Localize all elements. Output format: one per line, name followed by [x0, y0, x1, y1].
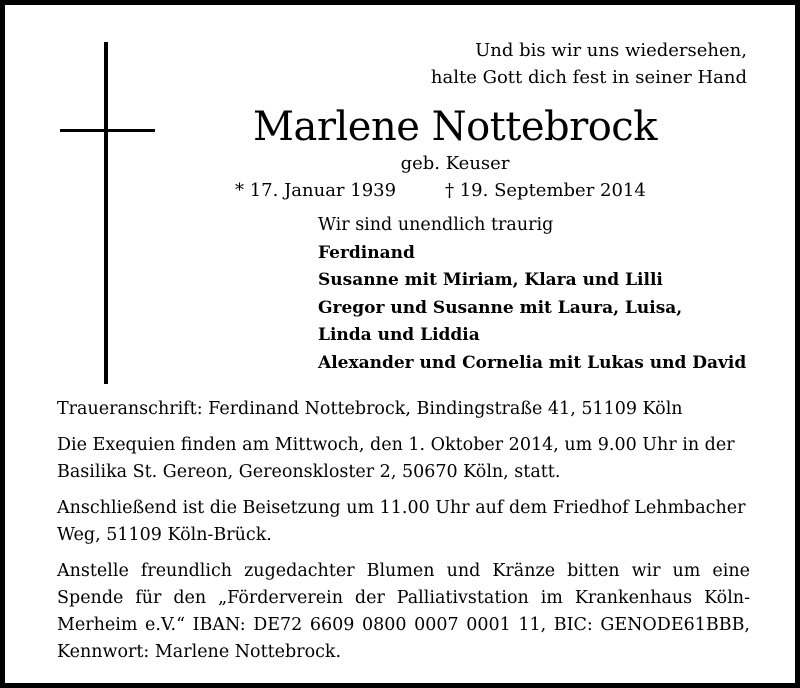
death-date: † 19. September 2014	[445, 180, 646, 201]
burial-notice: Anschließend ist die Beisetzung um 11.00 Uhr auf dem Friedhof Lehmbacher Weg, 51109 Köln-Brück.	[57, 498, 746, 545]
birth-date: * 17. Januar 1939	[235, 180, 397, 201]
mourner-line: Susanne mit Miriam, Klara und Lilli	[318, 270, 663, 290]
donation-notice: Anstelle freundlich zugedachter Blumen und Kränze bitten wir um eine Spende für den „Förderverein der Palliativstation im Krankenhaus Köln-Merheim e.V.“ IBAN: DE72 6609 0800 0007 0001 11, BIC: GENODE61BBB, Kennwort: Marlene Nottebrock.	[57, 561, 750, 662]
deceased-name: Marlene Nottebrock	[253, 104, 657, 150]
mourners-list	[318, 212, 746, 377]
motto	[347, 37, 747, 91]
mourner-line: Alexander und Cornelia mit Lukas und David	[318, 352, 747, 373]
mourners-intro: Wir sind unendlich traurig	[318, 215, 554, 235]
notices	[57, 396, 750, 675]
mourning-address: Traueranschrift: Ferdinand Nottebrock, Bindingstraße 41, 51109 Köln	[57, 399, 683, 419]
mourner-line: Gregor und Susanne mit Laura, Luisa,	[318, 297, 683, 318]
cross-icon-bar	[60, 129, 155, 132]
cross-icon	[104, 42, 108, 384]
motto-line: Und bis wir uns wiedersehen,	[475, 40, 747, 61]
mourner-line: Ferdinand	[318, 242, 415, 263]
exequies-notice: Die Exequien finden am Mittwoch, den 1. Oktober 2014, um 9.00 Uhr in der Basilika St. Gereon, Gereonskloster 2, 50670 Köln, statt.	[57, 435, 735, 482]
motto-line: halte Gott dich fest in seiner Hand	[430, 67, 747, 88]
born-name: geb. Keuser	[400, 153, 510, 174]
mourner-line: Linda und Liddia	[318, 325, 480, 345]
